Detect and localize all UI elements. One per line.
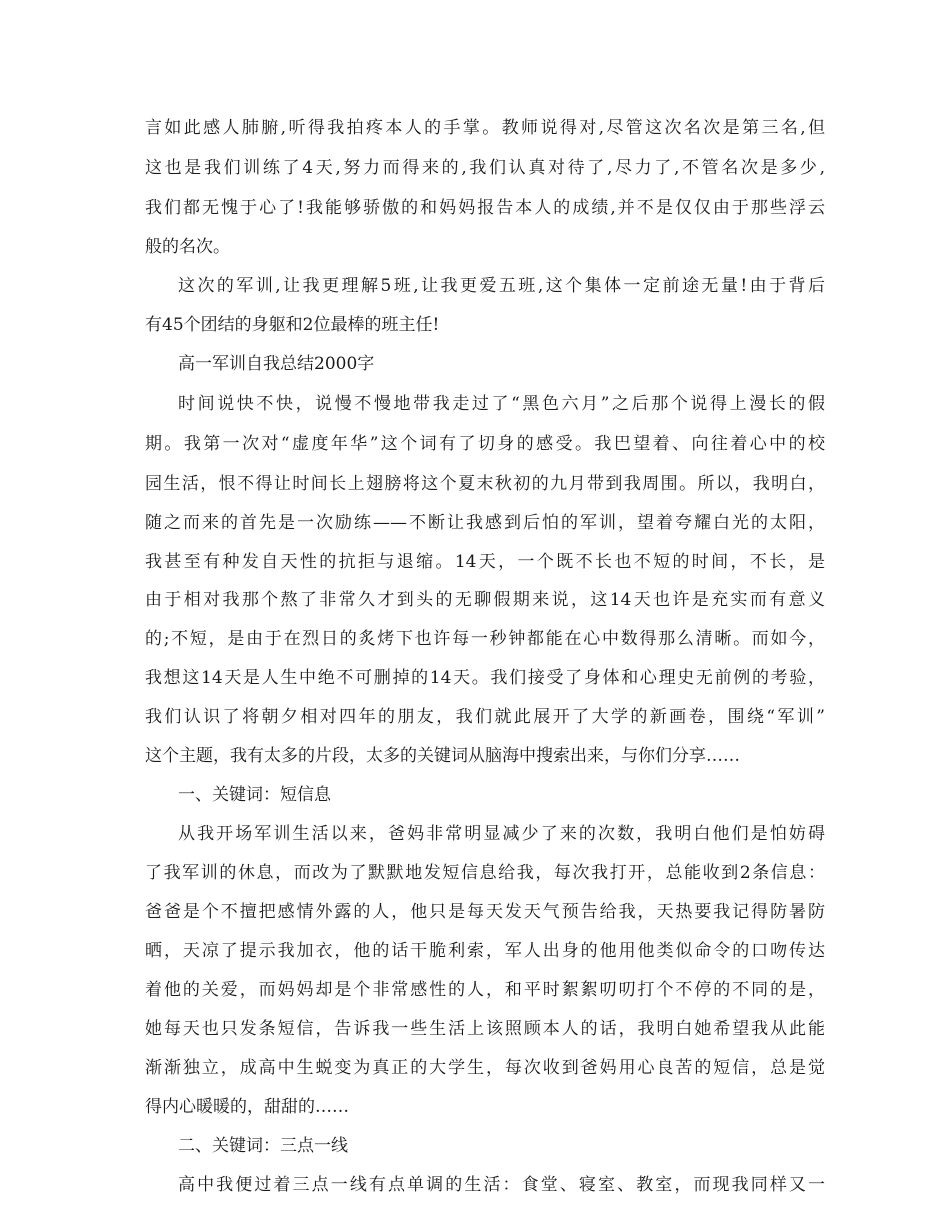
body-text-line: 我想这14天是人生中绝不可删掉的14天。我们接受了身体和心理史无前例的考验， (145, 668, 825, 688)
body-text-line: 高中我便过着三点一线有点单调的生活：食堂、寝室、教室，而现我同样又一 (178, 1175, 825, 1195)
body-text-line: 的;不短，是由于在烈日的炙烤下也许每一秒钟都能在心中数得那么清晰。而如今， (145, 629, 825, 649)
body-text-line: 晒，天凉了提示我加衣，他的话干脆利索，军人出身的他用他类似命令的口吻传达 (145, 941, 825, 961)
body-text-line: 渐渐独立，成高中生蜕变为真正的大学生，每次收到爸妈用心良苦的短信，总是觉 (145, 1058, 825, 1078)
body-text-line: 这次的军训,让我更理解5班,让我更爱五班,这个集体一定前途无量!由于背后 (178, 276, 825, 296)
section-title: 高一军训自我总结2000字 (178, 354, 375, 374)
body-text-line: 般的名次。 (145, 237, 230, 257)
keyword-heading: 一、关键词：短信息 (178, 785, 331, 805)
body-text-line: 期。我第一次对“虚度年华”这个词有了切身的感受。我巴望着、向往着心中的校 (145, 434, 825, 454)
body-text-line: 随之而来的首先是一次励练——不断让我感到后怕的军训，望着夸耀白光的太阳， (145, 513, 825, 533)
body-text-line: 从我开场军训生活以来，爸妈非常明显减少了来的次数，我明白他们是怕妨碍 (178, 824, 825, 844)
body-text-line: 了我军训的休息，而改为了默默地发短信息给我，每次我打开，总能收到2条信息： (145, 863, 825, 883)
body-text-line: 她每天也只发条短信，告诉我一些生活上该照顾本人的话，我明白她希望我从此能 (145, 1019, 825, 1039)
body-text-line: 园生活，恨不得让时间长上翅膀将这个夏末秋初的九月带到我周围。所以，我明白， (145, 474, 825, 494)
body-text-line: 爸爸是个不擅把感情外露的人，他只是每天发天气预告给我，天热要我记得防暑防 (145, 902, 825, 922)
keyword-heading: 二、关键词：三点一线 (178, 1136, 348, 1156)
body-text-line: 着他的关爱，而妈妈却是个非常感性的人，和平时絮絮叨叨打个不停的不同的是， (145, 980, 825, 1000)
body-text-line: 这个主题，我有太多的片段，太多的关键词从脑海中搜索出来，与你们分享…… (145, 746, 740, 766)
body-text-line: 我们认识了将朝夕相对四年的朋友，我们就此展开了大学的新画卷，围绕“军训” (145, 707, 825, 727)
body-text-line: 得内心暖暖的，甜甜的…… (145, 1097, 349, 1117)
body-text-line: 我甚至有种发自天性的抗拒与退缩。14天，一个既不长也不短的时间，不长，是 (145, 552, 825, 572)
body-text-line: 由于相对我那个熬了非常久才到头的无聊假期来说，这14天也许是充实而有意义 (145, 590, 825, 610)
body-text-line: 这也是我们训练了4天,努力而得来的,我们认真对待了,尽力了,不管名次是多少, (145, 158, 825, 178)
body-text-line: 我们都无愧于心了!我能够骄傲的和妈妈报告本人的成绩,并不是仅仅由于那些浮云 (145, 198, 825, 218)
body-text-line: 有45个团结的身躯和2位最棒的班主任! (145, 315, 440, 335)
body-text-line: 时间说快不快，说慢不慢地带我走过了“黑色六月”之后那个说得上漫长的假 (178, 394, 825, 414)
body-text-line: 言如此感人肺腑,听得我拍疼本人的手掌。教师说得对,尽管这次名次是第三名,但 (145, 118, 825, 138)
